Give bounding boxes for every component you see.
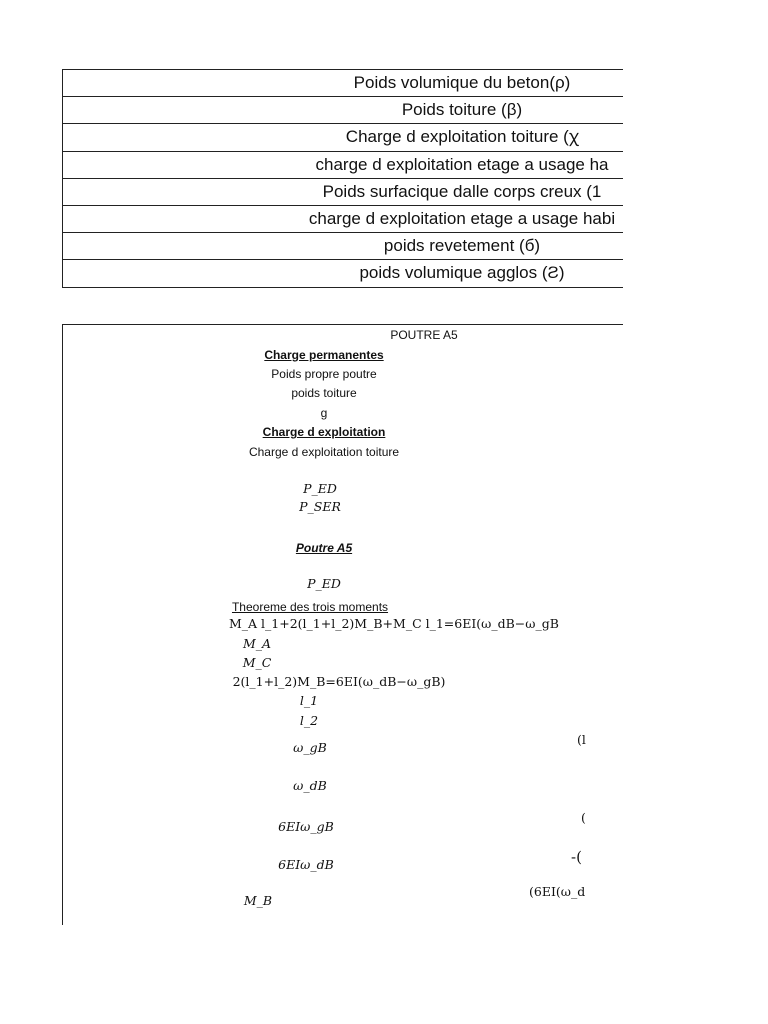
block-header: POUTRE A5	[390, 328, 458, 342]
poids-toiture-label: poids toiture	[291, 386, 357, 400]
parameters-table	[62, 69, 623, 288]
g-label: g	[320, 406, 328, 420]
l-2-label: l_2	[299, 713, 319, 728]
table-row	[63, 233, 623, 260]
charge-permanentes-title: Charge permanentes	[264, 348, 384, 362]
param-label: charge d exploitation etage a usage ha	[315, 154, 609, 174]
param-label: Poids toiture (β)	[401, 100, 523, 120]
m-c-label: M_C	[242, 655, 272, 670]
omega-gb-label: ω_gB	[293, 740, 327, 755]
table-row	[63, 260, 623, 287]
equation-2: 2(l_1+l_2)M_B=6EI(ω_dB−ω_gB)	[232, 674, 446, 689]
six-ei-omega-gb-label: 6EIω_gB	[278, 819, 334, 834]
charge-exploitation-title: Charge d exploitation	[262, 425, 386, 439]
table-row	[63, 70, 623, 97]
six-ei-omega-gb-value: (	[581, 810, 586, 825]
omega-gb-value: (l	[577, 732, 586, 747]
theoreme-title: Theoreme des trois moments	[231, 600, 389, 614]
calculation-block	[62, 324, 623, 925]
table-row	[63, 206, 623, 233]
l-1-label: l_1	[299, 693, 319, 708]
six-ei-omega-db-value: -(	[571, 848, 582, 866]
m-b-value: (6EI(ω_d	[529, 884, 586, 899]
param-label: charge d exploitation etage a usage habi	[308, 208, 616, 228]
m-a-label: M_A	[242, 636, 272, 651]
param-label: poids volumique agglos (Ƨ)	[359, 263, 565, 283]
p-ed-label-2: P_ED	[307, 576, 341, 591]
equation-1: M_A l_1+2(l_1+l_2)M_B+M_C l_1=6EI(ω_dB−ω_gB	[229, 616, 559, 631]
poutre-a5-title: Poutre A5	[295, 541, 353, 555]
p-ed-label: P_ED	[303, 481, 337, 496]
table-row	[63, 152, 623, 179]
charge-exploitation-toiture-label: Charge d exploitation toiture	[248, 445, 400, 459]
table-row	[63, 179, 623, 206]
param-label: poids revetement (б)	[383, 236, 541, 256]
m-b-label: M_B	[243, 893, 273, 908]
param-label: Poids volumique du beton(ρ)	[353, 73, 571, 92]
param-label: Poids surfacique dalle corps creux (1	[322, 181, 602, 201]
table-row	[63, 124, 623, 151]
param-label: Charge d exploitation toiture (ꭓ	[345, 127, 579, 147]
poids-propre-poutre-label: Poids propre poutre	[271, 367, 377, 381]
six-ei-omega-db-label: 6EIω_dB	[278, 857, 334, 872]
omega-db-label: ω_dB	[293, 778, 327, 793]
table-row	[63, 97, 623, 124]
p-ser-label: P_SER	[299, 499, 341, 514]
